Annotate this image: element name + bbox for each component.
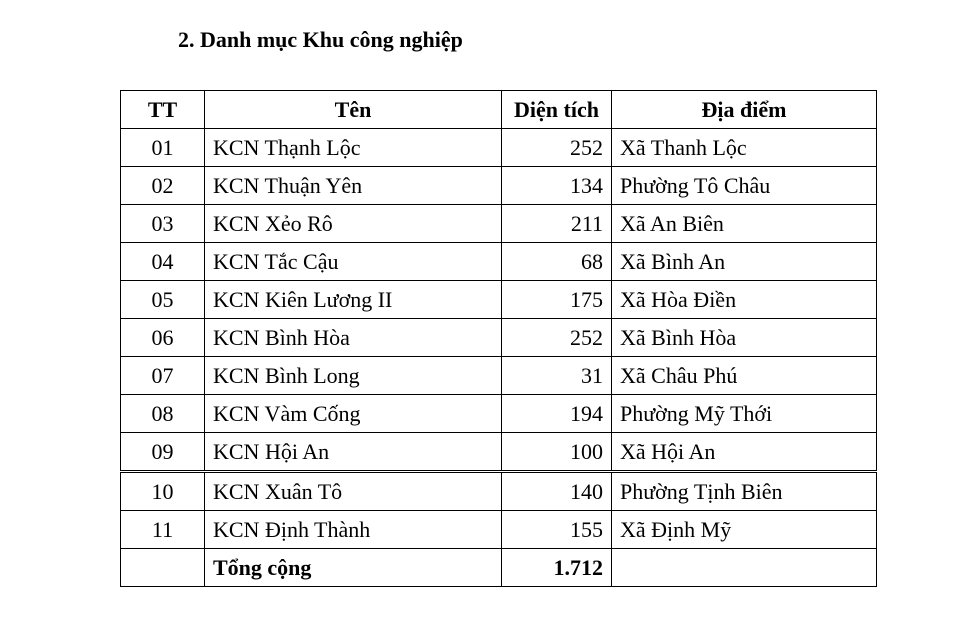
- table-row: [121, 205, 877, 243]
- header-dia-diem: Địa điểm: [612, 91, 877, 129]
- header-ten: Tên: [205, 91, 502, 129]
- row-dia-diem: Xã Bình An: [612, 243, 877, 281]
- row-dien-tich: 175: [502, 281, 612, 319]
- row-dien-tich: 211: [502, 205, 612, 243]
- row-ten: KCN Hội An: [205, 433, 502, 472]
- row-tt: 01: [121, 129, 205, 167]
- row-dia-diem: Xã Định Mỹ: [612, 511, 877, 549]
- row-tt: 05: [121, 281, 205, 319]
- row-dien-tich: 31: [502, 357, 612, 395]
- row-dien-tich: 194: [502, 395, 612, 433]
- row-ten: KCN Tắc Cậu: [205, 243, 502, 281]
- row-ten: KCN Xẻo Rô: [205, 205, 502, 243]
- row-tt: 04: [121, 243, 205, 281]
- row-dia-diem: Xã An Biên: [612, 205, 877, 243]
- row-dia-diem: Xã Châu Phú: [612, 357, 877, 395]
- page-heading: 2. Danh mục Khu công nghiệp: [178, 27, 463, 52]
- row-dien-tich: 68: [502, 243, 612, 281]
- total-label: Tổng cộng: [205, 549, 502, 587]
- row-dia-diem: Xã Hội An: [612, 433, 877, 472]
- table-row: [121, 395, 877, 433]
- row-dia-diem: Xã Bình Hòa: [612, 319, 877, 357]
- row-ten: KCN Định Thành: [205, 511, 502, 549]
- row-dia-diem: Xã Hòa Điền: [612, 281, 877, 319]
- header-tt: TT: [121, 91, 205, 129]
- table-row: [121, 167, 877, 205]
- row-dia-diem: Xã Thanh Lộc: [612, 129, 877, 167]
- table-row: [121, 511, 877, 549]
- total-dia-diem-empty: [612, 549, 877, 587]
- row-dien-tich: 155: [502, 511, 612, 549]
- header-dien-tich: Diện tích: [502, 91, 612, 129]
- row-tt: 07: [121, 357, 205, 395]
- row-tt: 08: [121, 395, 205, 433]
- row-tt: 06: [121, 319, 205, 357]
- row-ten: KCN Bình Long: [205, 357, 502, 395]
- table-row: [121, 472, 877, 511]
- row-tt: 11: [121, 511, 205, 549]
- row-dien-tich: 134: [502, 167, 612, 205]
- row-tt: 02: [121, 167, 205, 205]
- row-dia-diem: Phường Tịnh Biên: [612, 472, 877, 511]
- row-dien-tich: 100: [502, 433, 612, 472]
- table-header-row: [121, 91, 877, 129]
- row-ten: KCN Kiên Lương II: [205, 281, 502, 319]
- row-tt: 03: [121, 205, 205, 243]
- row-dien-tich: 252: [502, 319, 612, 357]
- row-dia-diem: Phường Mỹ Thới: [612, 395, 877, 433]
- total-dien-tich: 1.712: [502, 549, 612, 587]
- row-ten: KCN Xuân Tô: [205, 472, 502, 511]
- row-ten: KCN Thuận Yên: [205, 167, 502, 205]
- row-tt: 10: [121, 472, 205, 511]
- row-ten: KCN Vàm Cống: [205, 395, 502, 433]
- row-dien-tich: 140: [502, 472, 612, 511]
- industrial-zones-table: [120, 90, 877, 587]
- table-row: [121, 243, 877, 281]
- table-row: [121, 319, 877, 357]
- table-row: [121, 281, 877, 319]
- table-row: [121, 357, 877, 395]
- table-row: [121, 433, 877, 472]
- row-ten: KCN Thạnh Lộc: [205, 129, 502, 167]
- total-row: [121, 549, 877, 587]
- total-tt-empty: [121, 549, 205, 587]
- table-row: [121, 129, 877, 167]
- row-tt: 09: [121, 433, 205, 472]
- row-dien-tich: 252: [502, 129, 612, 167]
- row-dia-diem: Phường Tô Châu: [612, 167, 877, 205]
- row-ten: KCN Bình Hòa: [205, 319, 502, 357]
